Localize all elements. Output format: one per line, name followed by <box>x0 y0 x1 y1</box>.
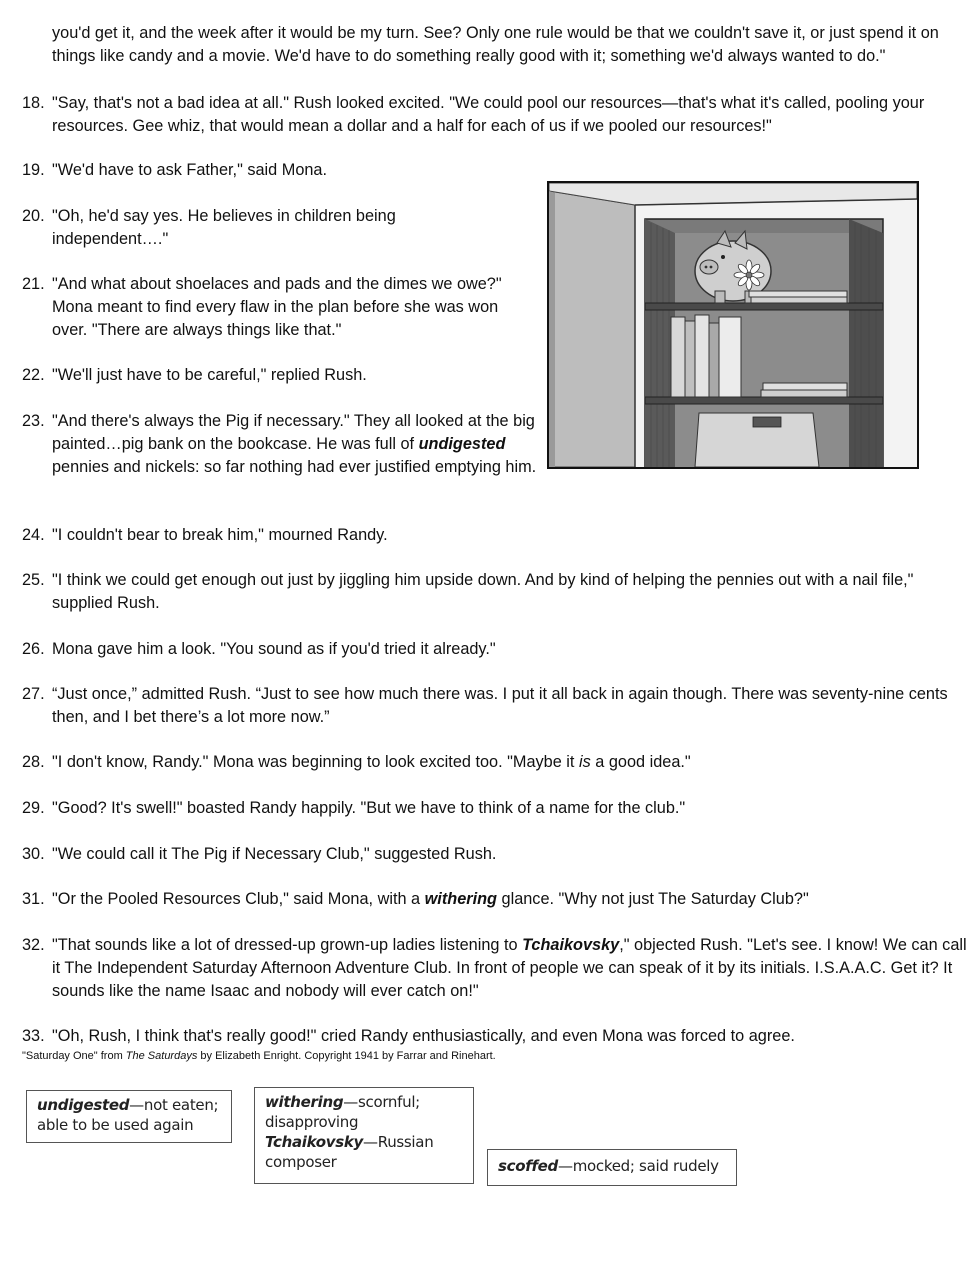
paragraph-number: 23. <box>22 412 45 430</box>
paragraph-text-b: pennies and nickels: so far nothing had ever justified emptying him. <box>52 458 537 476</box>
vocab-word-undigested: undigested <box>418 435 506 453</box>
paragraph-22 <box>22 364 537 387</box>
paragraph-text: "We'd have to ask Father," said Mona. <box>52 161 328 179</box>
credit-book-title: The Saturdays <box>125 1050 198 1062</box>
glossary-definition: —Russian composer <box>265 1133 434 1171</box>
paragraph-31 <box>22 888 967 911</box>
paragraph-number: 27. <box>22 685 45 703</box>
paragraph-18 <box>22 92 967 138</box>
paragraph-27 <box>22 683 967 729</box>
glossary-definition: —mocked; said rudely <box>558 1157 719 1175</box>
paragraph-text: "I couldn't bear to break him," mourned Randy. <box>52 526 388 544</box>
paragraph-number: 24. <box>22 526 45 544</box>
paragraph-number: 30. <box>22 845 45 863</box>
paragraph-text: "Oh, he'd say yes. He believes in children being independent…." <box>52 207 396 248</box>
paragraph-text: "We'll just have to be careful," replied Rush. <box>52 366 367 384</box>
paragraph-text-a: "That sounds like a lot of dressed-up grown-up ladies listening to <box>52 936 523 954</box>
paragraph-29 <box>22 797 967 820</box>
paragraph-text-a: "I don't know, Randy." Mona was beginning to look excited too. "Maybe it <box>52 753 579 771</box>
glossary-box-scoffed <box>487 1149 737 1186</box>
paragraph-number: 25. <box>22 571 45 589</box>
paragraph-number: 31. <box>22 890 45 908</box>
paragraph-text-b: ," objected Rush. "Let's see. I know! We can call it The Independent Saturday Afternoon Adventure Club. In front of people we can speak of it by its initials. I.S.A.A.C. Get it? It sounds like the name Isaac and nobody will ever catch on!" <box>52 936 967 1000</box>
paragraph-number: 22. <box>22 366 45 384</box>
paragraph-26 <box>22 638 967 661</box>
vocab-word-tchaikovsky: Tchaikovsky <box>522 936 620 954</box>
paragraph-text-b: a good idea." <box>590 753 691 771</box>
paragraph-21 <box>22 273 537 342</box>
glossary-term: undigested <box>37 1096 130 1114</box>
glossary-term: scoffed <box>498 1157 558 1175</box>
credit-text-b: by Elizabeth Enright. Copyright 1941 by Farrar and Rinehart. <box>197 1050 496 1062</box>
glossary-definition: —not eaten; able to be used again <box>37 1096 219 1134</box>
paragraph-24 <box>22 524 967 547</box>
emphasis-is: is <box>578 753 591 771</box>
glossary-box-undigested <box>26 1090 232 1143</box>
paragraph-text-b: glance. "Why not just The Saturday Club?" <box>497 890 809 908</box>
paragraph-continuation: you'd get it, and the week after it would be my turn. See? Only one rule would be that we couldn't save it, or just spend it on things like candy and a movie. We'd have to do something really good with it; something we'd always wanted to do." <box>52 24 939 65</box>
paragraph-30 <box>22 843 967 866</box>
bookcase-drawing <box>549 183 917 467</box>
paragraph-text: "And what about shoelaces and pads and the dimes we owe?" Mona meant to find every flaw in the plan before she was won over. "There are always things like that." <box>52 275 502 339</box>
glossary-term: withering <box>265 1093 344 1111</box>
credit-text-a: "Saturday One" from <box>22 1050 126 1062</box>
paragraph-number: 28. <box>22 753 45 771</box>
glossary-definition: —scornful; disapproving <box>265 1093 420 1131</box>
paragraph-number: 26. <box>22 640 45 658</box>
paragraph-19 <box>22 159 537 182</box>
paragraph-text-a: "Or the Pooled Resources Club," said Mona, with a <box>52 890 425 908</box>
source-credit <box>22 1049 496 1063</box>
paragraph-text-a: "And there's always the Pig if necessary." They all looked at the big painted…pig bank on the bookcase. He was full of <box>52 412 535 453</box>
paragraph-text: "I think we could get enough out just by jiggling him upside down. And by kind of helping the pennies out with a nail file," supplied Rush. <box>52 571 914 612</box>
paragraph-25 <box>22 569 967 615</box>
paragraph-number: 29. <box>22 799 45 817</box>
paragraph-number: 21. <box>22 275 45 293</box>
paragraph-number: 32. <box>22 936 45 954</box>
paragraph-text: “Just once,” admitted Rush. “Just to see how much there was. I put it all back in again though. There was seventy-nine cents then, and I bet there’s a lot more now.” <box>52 685 948 726</box>
paragraph-20 <box>22 205 442 251</box>
paragraph-32 <box>22 934 967 1003</box>
paragraph-text: "Good? It's swell!" boasted Randy happily. "But we have to think of a name for the club." <box>52 799 686 817</box>
paragraph-text: "Say, that's not a bad idea at all." Rush looked excited. "We could pool our resources—that's what it's called, pooling your resources. Gee whiz, that would mean a dollar and a half for each of us if we pooled our resources!" <box>52 94 925 135</box>
glossary-term: Tchaikovsky <box>265 1133 364 1151</box>
paragraph-number: 18. <box>22 94 45 112</box>
paragraph-number: 19. <box>22 161 45 179</box>
paragraph-text: Mona gave him a look. "You sound as if you'd tried it already." <box>52 640 496 658</box>
glossary-box-withering-tchaikovsky <box>254 1087 474 1184</box>
paragraph-number: 20. <box>22 207 45 225</box>
paragraph-number: 33. <box>22 1027 45 1045</box>
paragraph-28 <box>22 751 967 774</box>
paragraph-33 <box>22 1025 967 1048</box>
piggy-bank-bookcase-illustration <box>547 181 919 469</box>
vocab-word-withering: withering <box>424 890 497 908</box>
paragraph-text: "Oh, Rush, I think that's really good!" cried Randy enthusiastically, and even Mona was forced to agree. <box>52 1027 795 1045</box>
paragraph-text: "We could call it The Pig if Necessary Club," suggested Rush. <box>52 845 497 863</box>
paragraph-23 <box>22 410 537 479</box>
